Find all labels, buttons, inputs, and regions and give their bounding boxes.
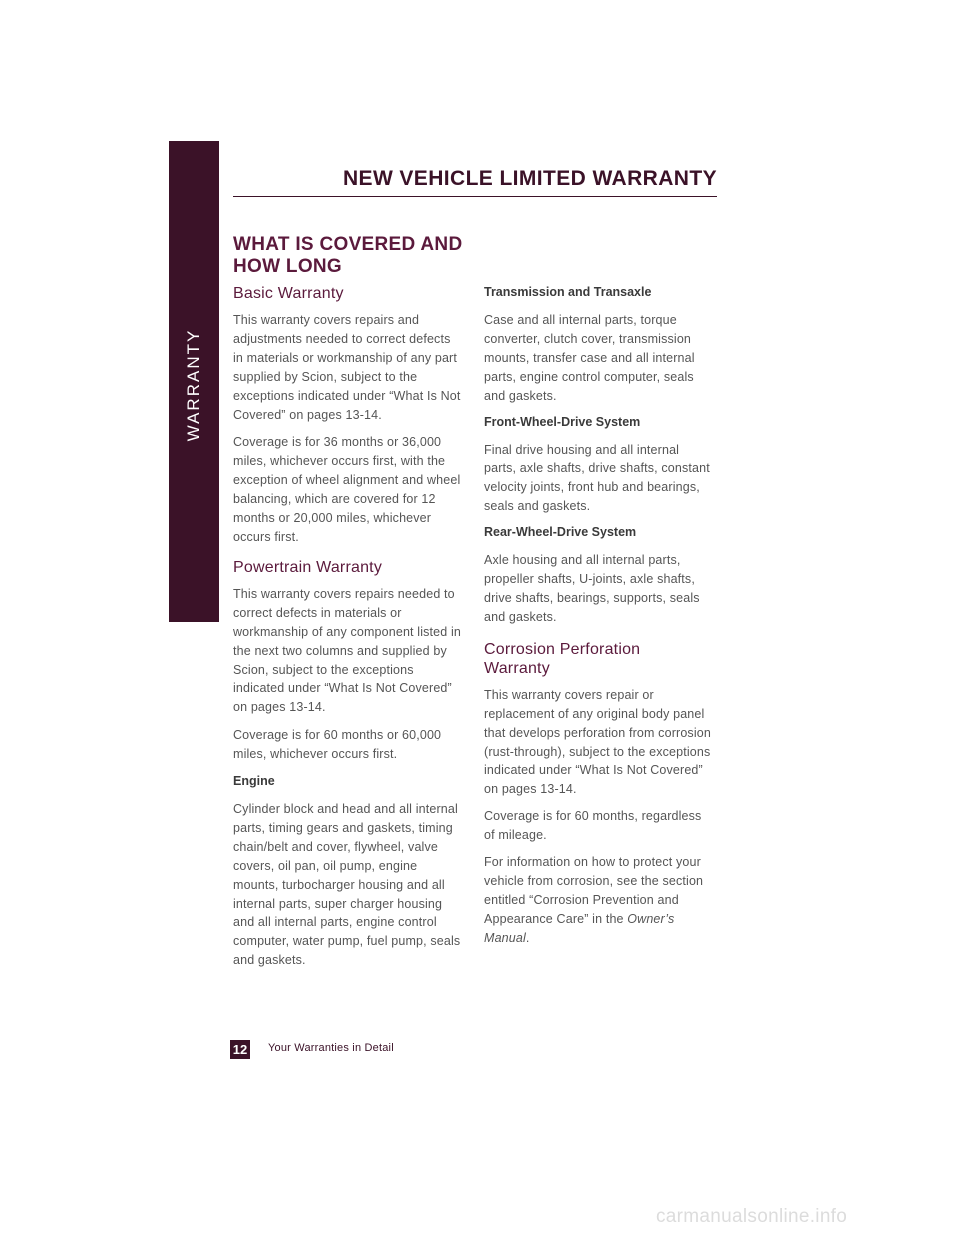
- section-title-line1: WHAT IS COVERED AND: [233, 234, 463, 255]
- section-title-line2: HOW LONG: [233, 256, 342, 277]
- basic-warranty-paragraph-1: This warranty covers repairs and adjustments needed to correct defects in materials or workmanship of any part supplied by Scion, subject to the exceptions indicated under “What Is Not Covered” on pages 13-14.: [233, 313, 461, 422]
- watermark: carmanualsonline.info: [656, 1206, 848, 1227]
- rear-wheel-drive-heading: Rear-Wheel-Drive System: [484, 525, 637, 540]
- corrosion-paragraph-3: [484, 853, 714, 948]
- page-number-badge: 12: [230, 1040, 250, 1059]
- page-header-title: NEW VEHICLE LIMITED WARRANTY: [342, 167, 717, 190]
- front-wheel-drive-heading: Front-Wheel-Drive System: [484, 414, 641, 429]
- footer-section-label: Your Warranties in Detail: [268, 1042, 394, 1054]
- engine-paragraph: Cylinder block and head and all internal parts, timing gears and gaskets, timing chain/belt and cover, flywheel, valve covers, oil pan, oil pump, engine mounts, turbocharger housing and all internal parts, super charger housing and all internal parts, engine control computer, water pump, fuel pump, seals and gaskets.: [233, 802, 461, 968]
- transmission-heading: Transmission and Transaxle: [484, 285, 652, 299]
- section-title: [233, 234, 473, 278]
- corrosion-warranty-heading: [484, 640, 714, 678]
- rear-wheel-drive-paragraph: Axle housing and all internal parts, propeller shafts, U-joints, axle shafts, drive shafts, bearings, supports, seals and gaskets.: [484, 553, 700, 624]
- basic-warranty-heading: Basic Warranty: [233, 285, 344, 302]
- powertrain-warranty-paragraph-1: This warranty covers repairs needed to correct defects in materials or workmanship of any component listed in the next two columns and supplied by Scion, subject to the exceptions indicated under “What Is Not Covered” on pages 13-14.: [233, 586, 462, 715]
- corrosion-paragraph-3-end: .: [525, 930, 530, 945]
- left-column: [233, 284, 463, 979]
- corrosion-paragraph-1: This warranty covers repair or replacement of any original body panel that develops perforation from corrosion (rust-through), subject to the exceptions indicated under “What Is Not Covered” on pages 13-14.: [484, 687, 711, 797]
- side-tab-label: WARRANTY: [184, 328, 203, 442]
- owners-manual-reference: Owner’s Manual: [484, 911, 675, 945]
- right-column: [484, 284, 714, 956]
- corrosion-heading-line2: Warranty: [484, 659, 550, 677]
- header-divider: [233, 196, 717, 197]
- transmission-paragraph: Case and all internal parts, torque converter, clutch cover, transmission mounts, transfer case and all internal parts, engine control computer, seals and gaskets.: [484, 313, 695, 403]
- powertrain-warranty-heading: Powertrain Warranty: [233, 558, 383, 576]
- engine-heading: Engine: [233, 774, 275, 789]
- front-wheel-drive-paragraph: Final drive housing and all internal parts, axle shafts, drive shafts, constant velocity joints, front hub and bearings, seals and gaskets.: [484, 442, 710, 514]
- corrosion-paragraph-3-text: For information on how to protect your vehicle from corrosion, see the section entitled “Corrosion Prevention and Appearance Care” in the: [484, 855, 704, 926]
- corrosion-paragraph-2: Coverage is for 60 months, regardless of mileage.: [484, 809, 702, 843]
- powertrain-warranty-paragraph-2: Coverage is for 60 months or 60,000 miles, whichever occurs first.: [233, 728, 442, 762]
- basic-warranty-paragraph-2: Coverage is for 36 months or 36,000 miles, whichever occurs first, with the exception of wheel alignment and wheel balancing, which are covered for 12 months or 20,000 miles, whichever occurs first.: [233, 435, 461, 544]
- corrosion-heading-line1: Corrosion Perforation: [484, 640, 641, 658]
